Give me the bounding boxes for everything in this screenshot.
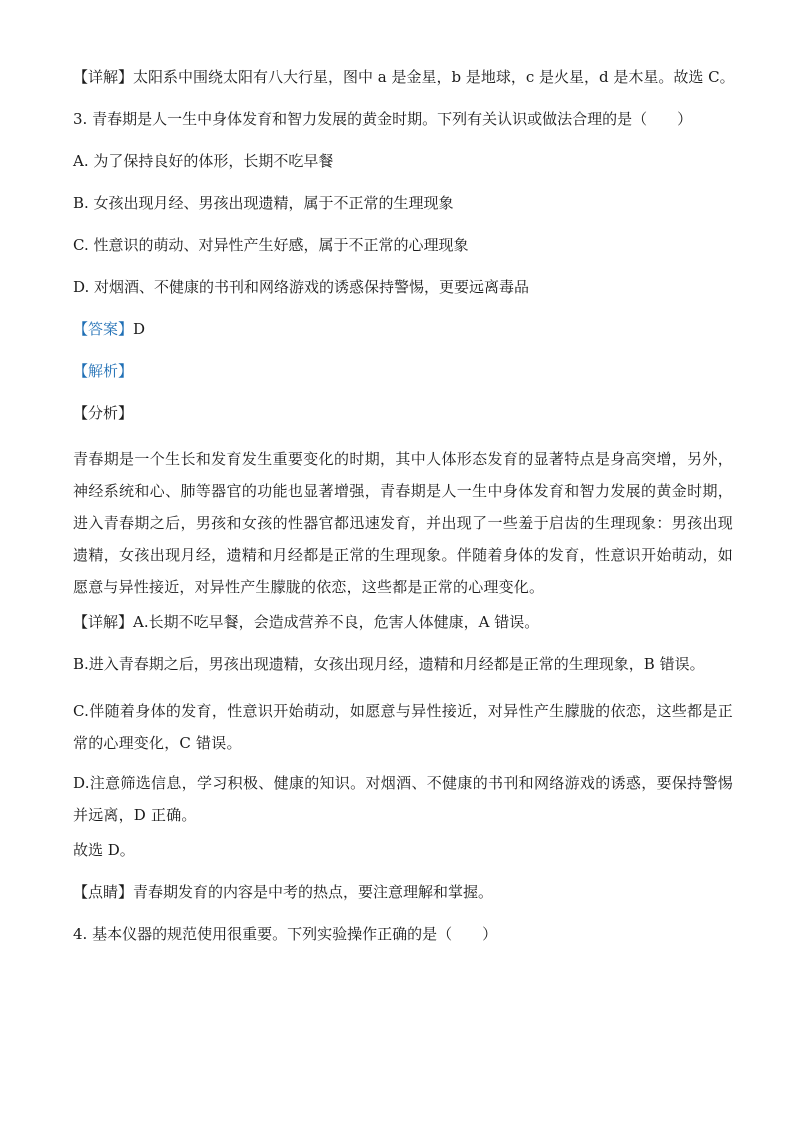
detail-text: 太阳系中围绕太阳有八大行星，图中 a 是金星，b 是地球，c 是火星，d 是木星。故选 C。	[133, 68, 735, 86]
q3-dianjing	[73, 881, 733, 903]
analysis-tag: 【解析】	[73, 362, 134, 380]
q3-analysis-tag	[73, 360, 733, 382]
fenxi-tag: 【分析】	[73, 404, 134, 422]
dianjing-text: 青春期发育的内容是中考的热点，要注意理解和掌握。	[133, 883, 494, 901]
document-page	[73, 66, 733, 945]
q4-stem: 4. 基本仪器的规范使用很重要。下列实验操作正确的是（ ）	[73, 925, 498, 943]
q3-fenxi-text: 青春期是一个生长和发育发生重要变化的时期，其中人体形态发育的显著特点是身高突增，另外，神经系统和心、肺等器官的功能也显著增强，青春期是人一生中身体发育和智力发展的黄金时期，进入青春期之后，男孩和女孩的性器官都迅速发育，并出现了一些羞于启齿的生理现象：男孩出现遗精，女孩出现月经，遗精和月经都是正常的生理现象。伴随着身体的发育，性意识开始萌动，如愿意与异性接近，对异性产生朦胧的依恋，这些都是正常的心理变化。	[73, 450, 733, 596]
q3-choose: 故选 D。	[73, 841, 135, 859]
q3-option-d: D. 对烟酒、不健康的书刊和网络游戏的诱惑保持警惕，更要远离毒品	[73, 278, 530, 296]
detail-tag: 【详解】	[73, 68, 134, 86]
detail-tag: 【详解】	[73, 613, 134, 631]
answer-tag: 【答案】	[73, 320, 134, 338]
q3-stem: 3. 青春期是人一生中身体发育和智力发展的黄金时期。下列有关认识或做法合理的是（ ）	[73, 110, 693, 128]
q3-detail-b: B.进入青春期之后，男孩出现遗精，女孩出现月经，遗精和月经都是正常的生理现象，B 错误。	[73, 655, 705, 673]
dianjing-tag: 【点睛】	[73, 883, 134, 901]
q3-option-a: A. 为了保持良好的体形，长期不吃早餐	[73, 152, 334, 170]
q3-detail-d: D.注意筛选信息，学习积极、健康的知识。对烟酒、不健康的书刊和网络游戏的诱惑，要保持警惕并远离，D 正确。	[73, 774, 733, 824]
q3-fenxi-tag	[73, 402, 733, 424]
q3-detail-c: C.伴随着身体的发育，性意识开始萌动，如愿意与异性接近，对异性产生朦胧的依恋，这些都是正常的心理变化，C 错误。	[73, 702, 733, 752]
answer-value: D	[133, 320, 146, 338]
q3-option-c: C. 性意识的萌动、对异性产生好感，属于不正常的心理现象	[73, 236, 469, 254]
q3-answer	[73, 318, 733, 340]
detail-a-text: A.长期不吃早餐，会造成营养不良，危害人体健康，A 错误。	[133, 613, 540, 631]
q3-option-b: B. 女孩出现月经、男孩出现遗精，属于不正常的生理现象	[73, 194, 454, 212]
q2-detail	[73, 66, 733, 88]
q3-detail-a	[73, 611, 733, 633]
